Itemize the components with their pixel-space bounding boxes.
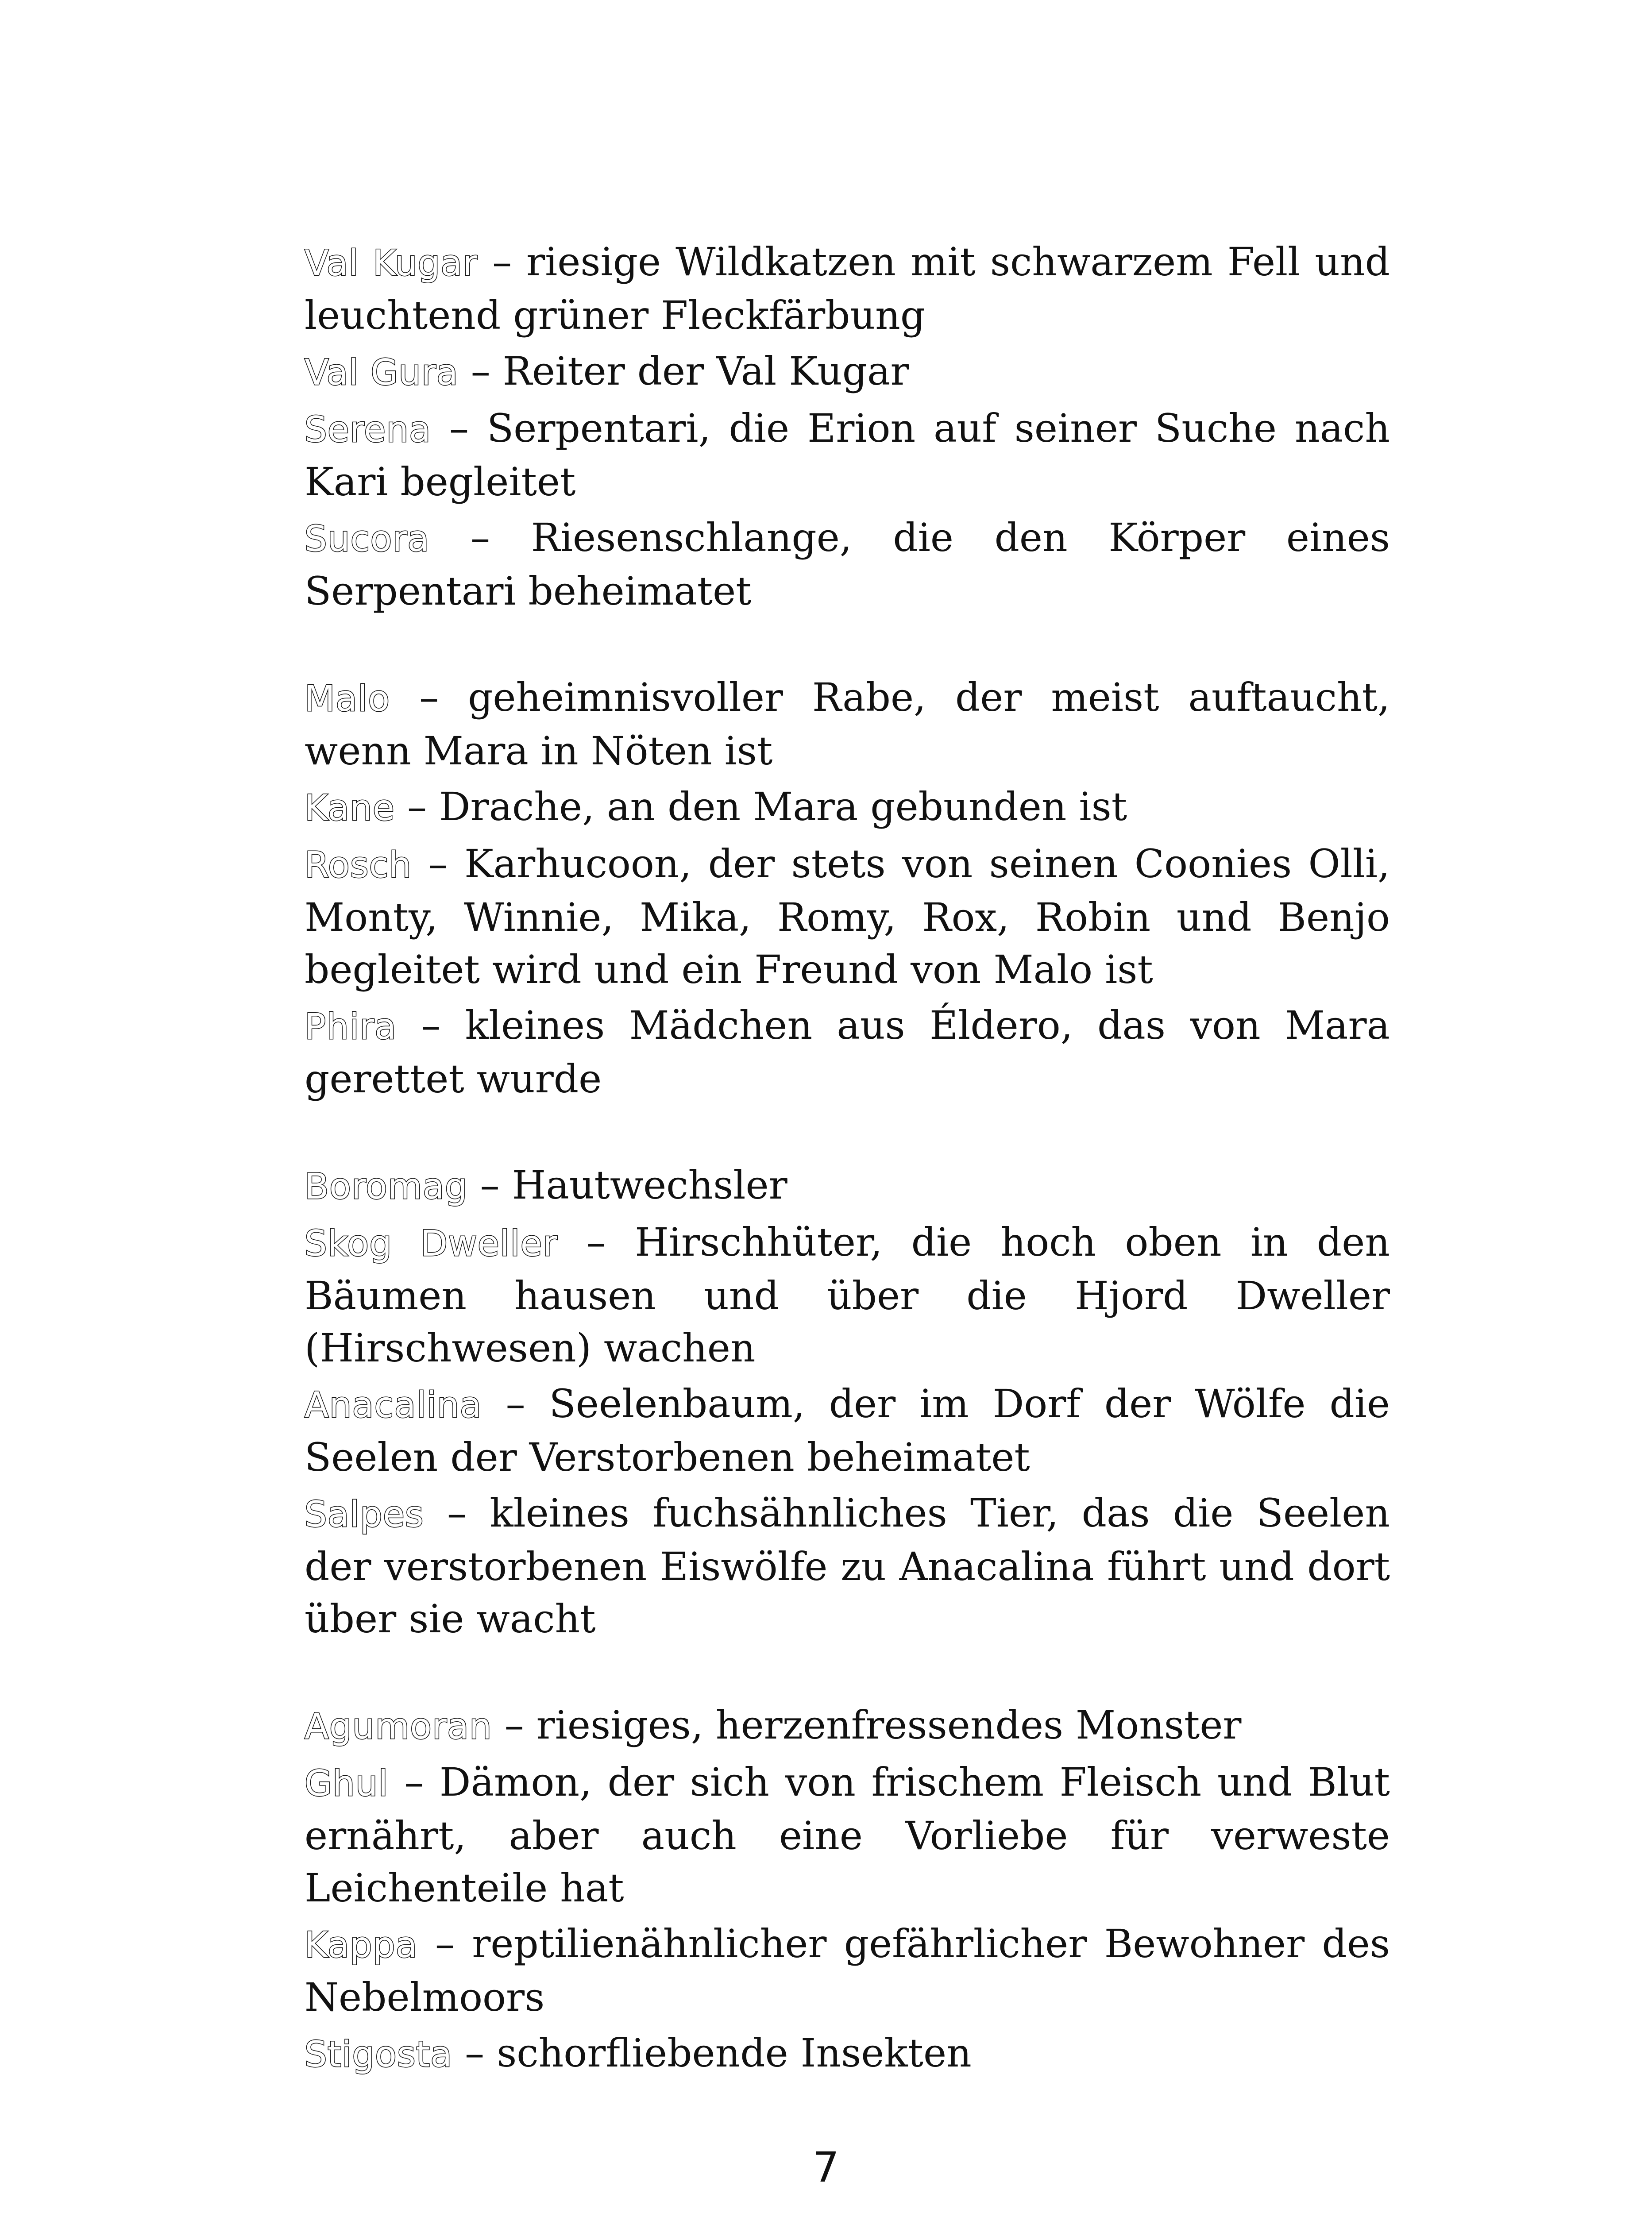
glossary-term: Skog Dweller (305, 1223, 558, 1264)
entry-separator: – (395, 784, 439, 829)
glossary-group-2 (305, 671, 1390, 1105)
glossary-term: Phira (305, 1006, 397, 1047)
glossary-group-3 (305, 1159, 1390, 1645)
glossary-definition: Hautwechsler (512, 1162, 787, 1208)
glossary-entry (305, 1487, 1390, 1645)
glossary-definition: Hirschhüter, die hoch oben in den Bäumen hausen und über die Hjord Dweller (Hirschwesen) wachen (305, 1219, 1390, 1371)
glossary-definition: reptilienähnlicher gefährlicher Bewohner des Nebelmoors (305, 1921, 1390, 2020)
glossary-entry (305, 671, 1390, 777)
glossary-term: Val Kugar (305, 243, 478, 284)
glossary-entry (305, 1216, 1390, 1374)
glossary-term: Rosch (305, 844, 412, 886)
entry-separator: – (482, 1381, 549, 1426)
entry-separator: – (388, 1759, 440, 1805)
glossary-term: Serena (305, 409, 432, 450)
glossary-definition: Drache, an den Mara gebunden ist (439, 784, 1127, 829)
glossary (305, 236, 1390, 2084)
glossary-entry (305, 345, 1390, 399)
glossary-group-1 (305, 236, 1390, 617)
glossary-entry (305, 402, 1390, 508)
glossary-term: Ghul (305, 1763, 389, 1804)
glossary-definition: Seelenbaum, der im Dorf der Wölfe die Seelen der Verstorbenen beheimatet (305, 1381, 1390, 1480)
entry-separator: – (431, 405, 487, 451)
glossary-term: Kane (305, 787, 395, 829)
glossary-term: Malo (305, 678, 390, 719)
glossary-entry (305, 1699, 1390, 1753)
glossary-definition: geheimnisvoller Rabe, der meist auftaucht, wenn Mara in Nöten ist (305, 675, 1390, 774)
glossary-entry (305, 512, 1390, 617)
glossary-definition: riesiges, herzenfressendes Monster (536, 1702, 1242, 1748)
glossary-term: Stigosta (305, 2034, 453, 2075)
page-number: 7 (813, 2144, 839, 2192)
glossary-definition: Dämon, der sich von frischem Fleisch und Blut ernährt, aber auch eine Vorliebe für verweste Leichenteile hat (305, 1759, 1390, 1911)
glossary-term: Kappa (305, 1924, 418, 1966)
glossary-term: Anacalina (305, 1384, 482, 1426)
glossary-term: Val Gura (305, 352, 459, 393)
glossary-definition: Karhucoon, der stets von seinen Coonies Olli, Monty, Winnie, Mika, Romy, Rox, Robin und Benjo begleitet wird und ein Freund von Malo ist (305, 841, 1390, 992)
glossary-entry (305, 838, 1390, 996)
glossary-entry (305, 1159, 1390, 1213)
entry-separator: – (397, 1002, 465, 1048)
glossary-group-4 (305, 1699, 1390, 2081)
entry-separator: – (478, 239, 527, 285)
glossary-entry (305, 781, 1390, 834)
glossary-term: Salpes (305, 1494, 424, 1535)
glossary-entry (305, 999, 1390, 1105)
entry-separator: – (417, 1921, 472, 1966)
entry-separator: – (492, 1702, 537, 1748)
entry-separator: – (390, 675, 468, 720)
glossary-definition: schorfliebende Insekten (497, 2030, 972, 2076)
glossary-term: Agumoran (305, 1706, 492, 1747)
entry-separator: – (429, 515, 531, 560)
glossary-definition: riesige Wildkatzen mit schwarzem Fell und leuchtend grüner Fleckfärbung (305, 239, 1390, 338)
glossary-term: Boromag (305, 1166, 468, 1207)
glossary-definition: Reiter der Val Kugar (502, 348, 909, 394)
glossary-entry (305, 1378, 1390, 1484)
glossary-entry (305, 1918, 1390, 2024)
glossary-term: Sucora (305, 518, 430, 559)
entry-separator: – (467, 1162, 512, 1208)
glossary-entry (305, 2027, 1390, 2081)
glossary-definition: kleines fuchsähnliches Tier, das die Seelen der verstorbenen Eiswölfe zu Anacalina führt und dort über sie wacht (305, 1490, 1390, 1642)
glossary-definition: Riesenschlange, die den Körper eines Serpentari beheimatet (305, 515, 1390, 614)
glossary-entry (305, 236, 1390, 342)
entry-separator: – (424, 1490, 490, 1536)
glossary-definition: kleines Mädchen aus Éldero, das von Mara gerettet wurde (305, 1002, 1390, 1102)
entry-separator: – (452, 2030, 497, 2076)
entry-separator: – (557, 1219, 635, 1265)
glossary-definition: Serpentari, die Erion auf seiner Suche nach Kari begleitet (305, 405, 1390, 505)
glossary-entry (305, 1756, 1390, 1914)
entry-separator: – (412, 841, 464, 887)
entry-separator: – (458, 348, 503, 394)
